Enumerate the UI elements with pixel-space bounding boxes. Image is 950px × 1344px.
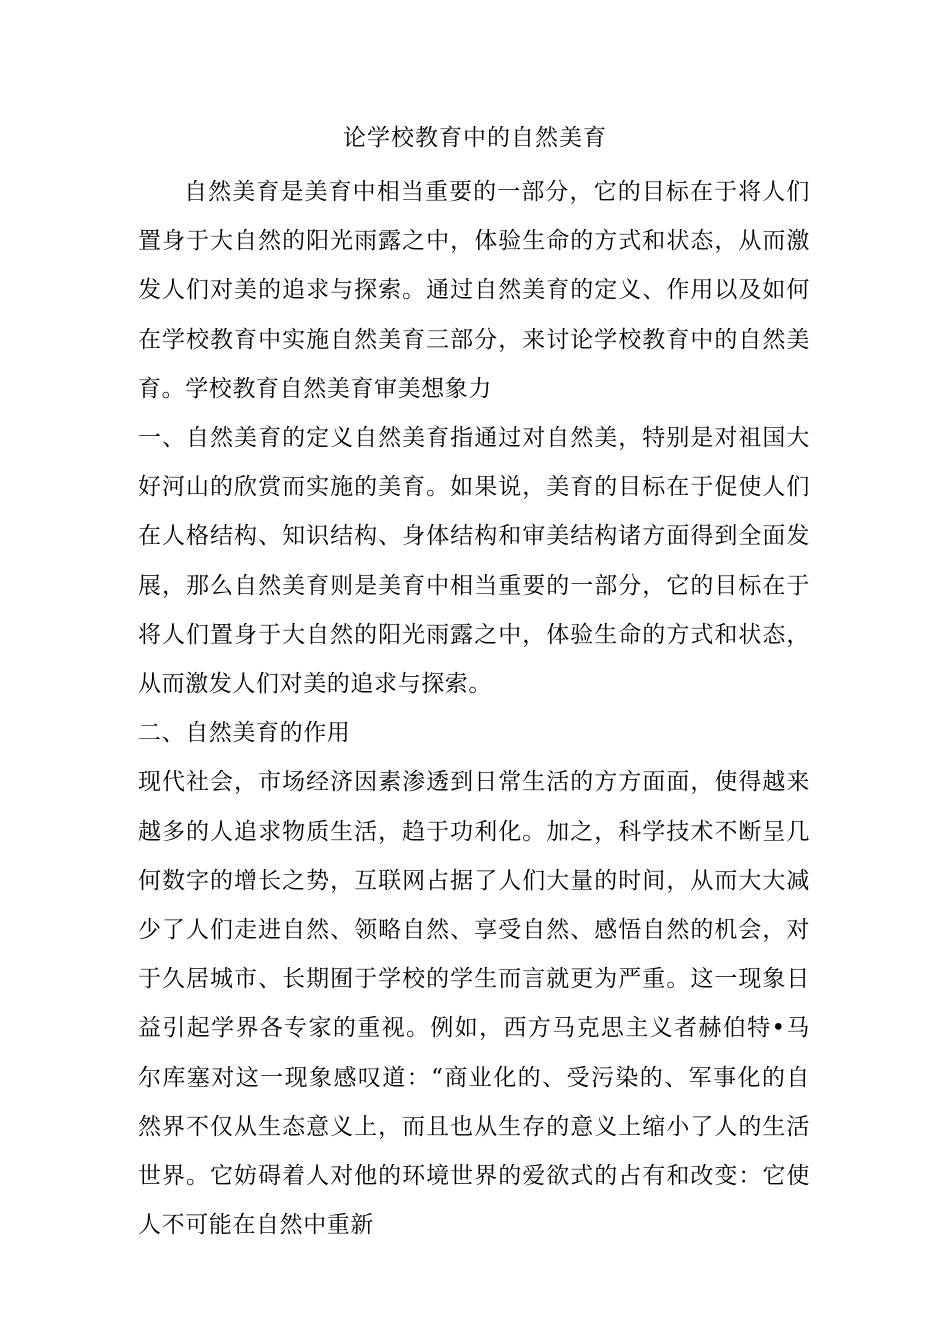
document-body: [138, 168, 810, 1250]
document-title: 论学校教育中的自然美育: [343, 125, 607, 151]
section-two-paragraph: 现代社会，市场经济因素渗透到日常生活的方方面面，使得越来越多的人追求物质生活，趋于功利化。加之，科学技术不断呈几何数字的增长之势，互联网占据了人们大量的时间，从而大大减少了人们走进自然、领略自然、享受自然、感悟自然的机会，对于久居城市、长期囿于学校的学生而言就更为严重。这一现象日益引起学界各专家的重视。例如，西方马克思主义者赫伯特•马尔库塞对这一现象感叹道：“商业化的、受污染的、军事化的自然界不仅从生态意义上，而且也从生存的意义上缩小了人的生活世界。它妨碍着人对他的环境世界的爱欲式的占有和改变：它使人不可能在自然中重新: [138, 769, 810, 1239]
section-one-paragraph: 一、自然美育的定义自然美育指通过对自然美，特别是对祖国大好河山的欣赏而实施的美育。如果说，美育的目标在于促使人们在人格结构、知识结构、身体结构和审美结构诸方面得到全面发展，那么自然美育则是美育中相当重要的一部分，它的目标在于将人们置身于大自然的阳光雨露之中，体验生命的方式和状态，从而激发人们对美的追求与探索。: [138, 425, 810, 698]
abstract-paragraph: 自然美育是美育中相当重要的一部分，它的目标在于将人们置身于大自然的阳光雨露之中，体验生命的方式和状态，从而激发人们对美的追求与探索。通过自然美育的定义、作用以及如何在学校教育中实施自然美育三部分，来讨论学校教育中的自然美育。学校教育自然美育审美想象力: [138, 179, 810, 402]
section-two-heading: 二、自然美育的作用: [138, 720, 351, 747]
